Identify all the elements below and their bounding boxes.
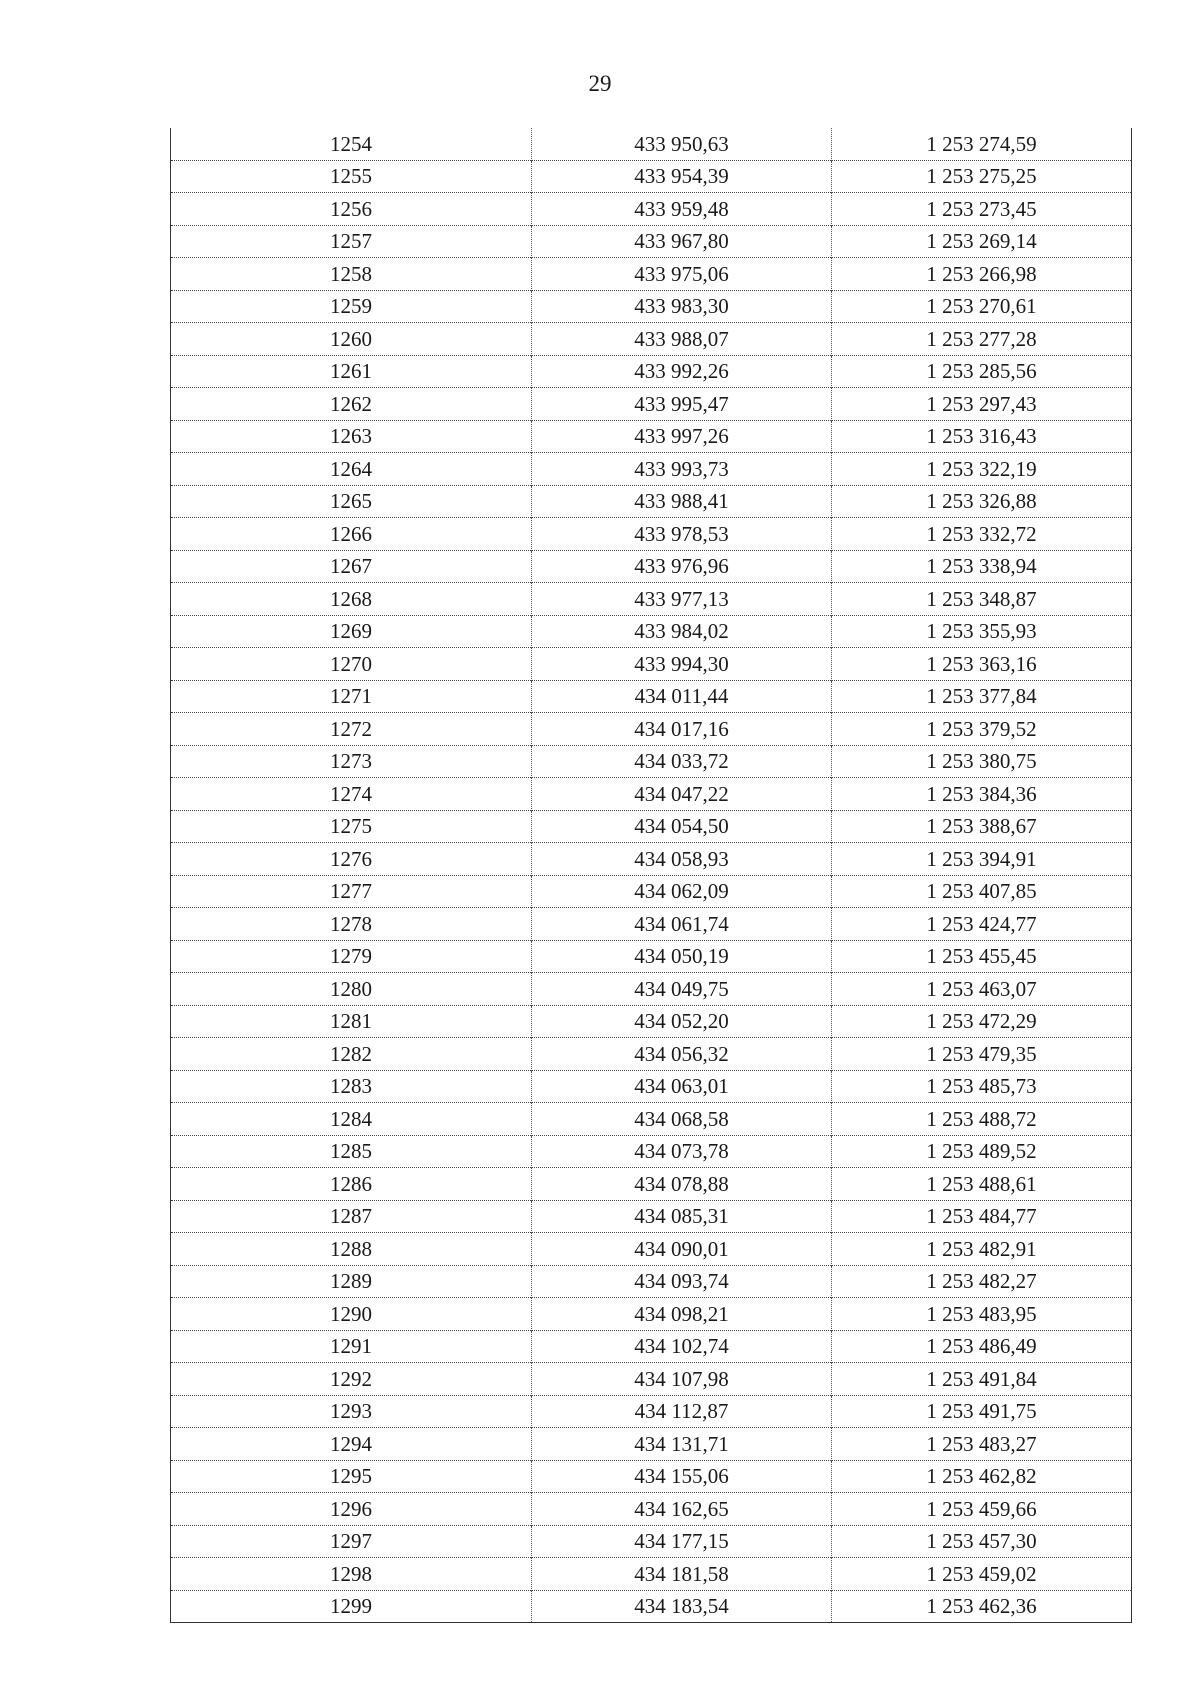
table-row xyxy=(171,1038,1132,1071)
table-row xyxy=(171,225,1132,258)
table-row xyxy=(171,1363,1132,1396)
point-number-cell: 1295 xyxy=(171,1460,532,1493)
x-coordinate-cell: 434 063,01 xyxy=(532,1070,832,1103)
point-number-cell: 1294 xyxy=(171,1428,532,1461)
x-coordinate-cell: 433 988,07 xyxy=(532,323,832,356)
x-coordinate-cell: 433 954,39 xyxy=(532,160,832,193)
x-coordinate-cell: 434 162,65 xyxy=(532,1493,832,1526)
y-coordinate-cell: 1 253 472,29 xyxy=(832,1005,1132,1038)
point-number-cell: 1262 xyxy=(171,388,532,421)
point-number-cell: 1282 xyxy=(171,1038,532,1071)
y-coordinate-cell: 1 253 275,25 xyxy=(832,160,1132,193)
point-number-cell: 1287 xyxy=(171,1200,532,1233)
table-row xyxy=(171,1298,1132,1331)
point-number-cell: 1261 xyxy=(171,355,532,388)
point-number-cell: 1267 xyxy=(171,550,532,583)
point-number-cell: 1275 xyxy=(171,810,532,843)
y-coordinate-cell: 1 253 297,43 xyxy=(832,388,1132,421)
table-row xyxy=(171,1103,1132,1136)
table-row xyxy=(171,160,1132,193)
x-coordinate-cell: 434 061,74 xyxy=(532,908,832,941)
x-coordinate-cell: 434 181,58 xyxy=(532,1558,832,1591)
coordinates-table xyxy=(170,128,1132,1623)
y-coordinate-cell: 1 253 482,91 xyxy=(832,1233,1132,1266)
table-row xyxy=(171,843,1132,876)
table-row xyxy=(171,713,1132,746)
x-coordinate-cell: 434 062,09 xyxy=(532,875,832,908)
y-coordinate-cell: 1 253 462,36 xyxy=(832,1590,1132,1623)
y-coordinate-cell: 1 253 424,77 xyxy=(832,908,1132,941)
point-number-cell: 1280 xyxy=(171,973,532,1006)
x-coordinate-cell: 434 085,31 xyxy=(532,1200,832,1233)
table-row xyxy=(171,518,1132,551)
x-coordinate-cell: 434 068,58 xyxy=(532,1103,832,1136)
point-number-cell: 1269 xyxy=(171,615,532,648)
y-coordinate-cell: 1 253 388,67 xyxy=(832,810,1132,843)
x-coordinate-cell: 434 050,19 xyxy=(532,940,832,973)
x-coordinate-cell: 434 102,74 xyxy=(532,1330,832,1363)
y-coordinate-cell: 1 253 484,77 xyxy=(832,1200,1132,1233)
point-number-cell: 1268 xyxy=(171,583,532,616)
point-number-cell: 1278 xyxy=(171,908,532,941)
table-row xyxy=(171,1525,1132,1558)
point-number-cell: 1263 xyxy=(171,420,532,453)
point-number-cell: 1284 xyxy=(171,1103,532,1136)
y-coordinate-cell: 1 253 462,82 xyxy=(832,1460,1132,1493)
point-number-cell: 1296 xyxy=(171,1493,532,1526)
x-coordinate-cell: 434 098,21 xyxy=(532,1298,832,1331)
y-coordinate-cell: 1 253 488,61 xyxy=(832,1168,1132,1201)
point-number-cell: 1277 xyxy=(171,875,532,908)
point-number-cell: 1258 xyxy=(171,258,532,291)
table-row xyxy=(171,648,1132,681)
table-row xyxy=(171,1168,1132,1201)
y-coordinate-cell: 1 253 491,75 xyxy=(832,1395,1132,1428)
point-number-cell: 1289 xyxy=(171,1265,532,1298)
table-row xyxy=(171,453,1132,486)
table-row xyxy=(171,1005,1132,1038)
table-row xyxy=(171,908,1132,941)
point-number-cell: 1293 xyxy=(171,1395,532,1428)
y-coordinate-cell: 1 253 322,19 xyxy=(832,453,1132,486)
x-coordinate-cell: 433 967,80 xyxy=(532,225,832,258)
x-coordinate-cell: 433 995,47 xyxy=(532,388,832,421)
table-row xyxy=(171,1070,1132,1103)
y-coordinate-cell: 1 253 489,52 xyxy=(832,1135,1132,1168)
x-coordinate-cell: 433 993,73 xyxy=(532,453,832,486)
point-number-cell: 1281 xyxy=(171,1005,532,1038)
table-row xyxy=(171,193,1132,226)
table-row xyxy=(171,550,1132,583)
x-coordinate-cell: 434 090,01 xyxy=(532,1233,832,1266)
y-coordinate-cell: 1 253 488,72 xyxy=(832,1103,1132,1136)
point-number-cell: 1299 xyxy=(171,1590,532,1623)
table-row xyxy=(171,485,1132,518)
point-number-cell: 1257 xyxy=(171,225,532,258)
y-coordinate-cell: 1 253 363,16 xyxy=(832,648,1132,681)
y-coordinate-cell: 1 253 338,94 xyxy=(832,550,1132,583)
table-row xyxy=(171,323,1132,356)
x-coordinate-cell: 434 131,71 xyxy=(532,1428,832,1461)
x-coordinate-cell: 433 975,06 xyxy=(532,258,832,291)
y-coordinate-cell: 1 253 269,14 xyxy=(832,225,1132,258)
x-coordinate-cell: 434 047,22 xyxy=(532,778,832,811)
y-coordinate-cell: 1 253 285,56 xyxy=(832,355,1132,388)
y-coordinate-cell: 1 253 455,45 xyxy=(832,940,1132,973)
point-number-cell: 1297 xyxy=(171,1525,532,1558)
y-coordinate-cell: 1 253 355,93 xyxy=(832,615,1132,648)
point-number-cell: 1286 xyxy=(171,1168,532,1201)
table-row xyxy=(171,128,1132,160)
table-row xyxy=(171,420,1132,453)
x-coordinate-cell: 434 073,78 xyxy=(532,1135,832,1168)
point-number-cell: 1256 xyxy=(171,193,532,226)
point-number-cell: 1271 xyxy=(171,680,532,713)
x-coordinate-cell: 433 992,26 xyxy=(532,355,832,388)
point-number-cell: 1298 xyxy=(171,1558,532,1591)
y-coordinate-cell: 1 253 483,27 xyxy=(832,1428,1132,1461)
x-coordinate-cell: 434 056,32 xyxy=(532,1038,832,1071)
table-row xyxy=(171,1200,1132,1233)
point-number-cell: 1274 xyxy=(171,778,532,811)
point-number-cell: 1292 xyxy=(171,1363,532,1396)
point-number-cell: 1273 xyxy=(171,745,532,778)
table-row xyxy=(171,388,1132,421)
page-number: 29 xyxy=(588,71,612,96)
table-row xyxy=(171,1135,1132,1168)
table-row xyxy=(171,1265,1132,1298)
y-coordinate-cell: 1 253 270,61 xyxy=(832,290,1132,323)
point-number-cell: 1259 xyxy=(171,290,532,323)
x-coordinate-cell: 434 017,16 xyxy=(532,713,832,746)
y-coordinate-cell: 1 253 380,75 xyxy=(832,745,1132,778)
table-row xyxy=(171,1233,1132,1266)
point-number-cell: 1264 xyxy=(171,453,532,486)
y-coordinate-cell: 1 253 379,52 xyxy=(832,713,1132,746)
y-coordinate-cell: 1 253 457,30 xyxy=(832,1525,1132,1558)
y-coordinate-cell: 1 253 266,98 xyxy=(832,258,1132,291)
table-row xyxy=(171,1493,1132,1526)
y-coordinate-cell: 1 253 486,49 xyxy=(832,1330,1132,1363)
point-number-cell: 1270 xyxy=(171,648,532,681)
y-coordinate-cell: 1 253 394,91 xyxy=(832,843,1132,876)
x-coordinate-cell: 434 093,74 xyxy=(532,1265,832,1298)
x-coordinate-cell: 434 107,98 xyxy=(532,1363,832,1396)
table-row xyxy=(171,290,1132,323)
x-coordinate-cell: 434 183,54 xyxy=(532,1590,832,1623)
y-coordinate-cell: 1 253 407,85 xyxy=(832,875,1132,908)
x-coordinate-cell: 434 049,75 xyxy=(532,973,832,1006)
point-number-cell: 1272 xyxy=(171,713,532,746)
table-row xyxy=(171,615,1132,648)
x-coordinate-cell: 434 033,72 xyxy=(532,745,832,778)
coordinates-table-body xyxy=(171,128,1132,1623)
table-row xyxy=(171,1460,1132,1493)
x-coordinate-cell: 433 976,96 xyxy=(532,550,832,583)
table-row xyxy=(171,875,1132,908)
y-coordinate-cell: 1 253 332,72 xyxy=(832,518,1132,551)
x-coordinate-cell: 433 997,26 xyxy=(532,420,832,453)
point-number-cell: 1265 xyxy=(171,485,532,518)
y-coordinate-cell: 1 253 348,87 xyxy=(832,583,1132,616)
x-coordinate-cell: 433 950,63 xyxy=(532,128,832,160)
y-coordinate-cell: 1 253 459,66 xyxy=(832,1493,1132,1526)
table-row xyxy=(171,940,1132,973)
table-row xyxy=(171,1428,1132,1461)
x-coordinate-cell: 434 112,87 xyxy=(532,1395,832,1428)
y-coordinate-cell: 1 253 482,27 xyxy=(832,1265,1132,1298)
point-number-cell: 1266 xyxy=(171,518,532,551)
x-coordinate-cell: 433 988,41 xyxy=(532,485,832,518)
table-row xyxy=(171,973,1132,1006)
x-coordinate-cell: 434 058,93 xyxy=(532,843,832,876)
x-coordinate-cell: 433 978,53 xyxy=(532,518,832,551)
point-number-cell: 1285 xyxy=(171,1135,532,1168)
y-coordinate-cell: 1 253 463,07 xyxy=(832,973,1132,1006)
x-coordinate-cell: 434 052,20 xyxy=(532,1005,832,1038)
x-coordinate-cell: 433 983,30 xyxy=(532,290,832,323)
point-number-cell: 1255 xyxy=(171,160,532,193)
point-number-cell: 1276 xyxy=(171,843,532,876)
point-number-cell: 1260 xyxy=(171,323,532,356)
y-coordinate-cell: 1 253 377,84 xyxy=(832,680,1132,713)
x-coordinate-cell: 434 011,44 xyxy=(532,680,832,713)
table-row xyxy=(171,583,1132,616)
x-coordinate-cell: 434 155,06 xyxy=(532,1460,832,1493)
point-number-cell: 1279 xyxy=(171,940,532,973)
y-coordinate-cell: 1 253 273,45 xyxy=(832,193,1132,226)
table-row xyxy=(171,1558,1132,1591)
table-row xyxy=(171,810,1132,843)
y-coordinate-cell: 1 253 483,95 xyxy=(832,1298,1132,1331)
y-coordinate-cell: 1 253 384,36 xyxy=(832,778,1132,811)
y-coordinate-cell: 1 253 479,35 xyxy=(832,1038,1132,1071)
x-coordinate-cell: 434 054,50 xyxy=(532,810,832,843)
x-coordinate-cell: 433 994,30 xyxy=(532,648,832,681)
point-number-cell: 1283 xyxy=(171,1070,532,1103)
point-number-cell: 1290 xyxy=(171,1298,532,1331)
point-number-cell: 1254 xyxy=(330,131,372,156)
table-row xyxy=(171,745,1132,778)
y-coordinate-cell: 1 253 274,59 xyxy=(832,128,1132,160)
x-coordinate-cell: 433 959,48 xyxy=(532,193,832,226)
table-row xyxy=(171,258,1132,291)
table-row xyxy=(171,778,1132,811)
y-coordinate-cell: 1 253 491,84 xyxy=(832,1363,1132,1396)
y-coordinate-cell: 1 253 485,73 xyxy=(832,1070,1132,1103)
x-coordinate-cell: 434 177,15 xyxy=(532,1525,832,1558)
y-coordinate-cell: 1 253 316,43 xyxy=(832,420,1132,453)
x-coordinate-cell: 434 078,88 xyxy=(532,1168,832,1201)
table-row xyxy=(171,1590,1132,1623)
table-row xyxy=(171,1330,1132,1363)
x-coordinate-cell: 433 977,13 xyxy=(532,583,832,616)
point-number-cell: 1291 xyxy=(171,1330,532,1363)
table-row xyxy=(171,1395,1132,1428)
table-row xyxy=(171,355,1132,388)
point-number-cell: 1288 xyxy=(171,1233,532,1266)
y-coordinate-cell: 1 253 326,88 xyxy=(832,485,1132,518)
y-coordinate-cell: 1 253 459,02 xyxy=(832,1558,1132,1591)
x-coordinate-cell: 433 984,02 xyxy=(532,615,832,648)
table-row xyxy=(171,680,1132,713)
y-coordinate-cell: 1 253 277,28 xyxy=(832,323,1132,356)
